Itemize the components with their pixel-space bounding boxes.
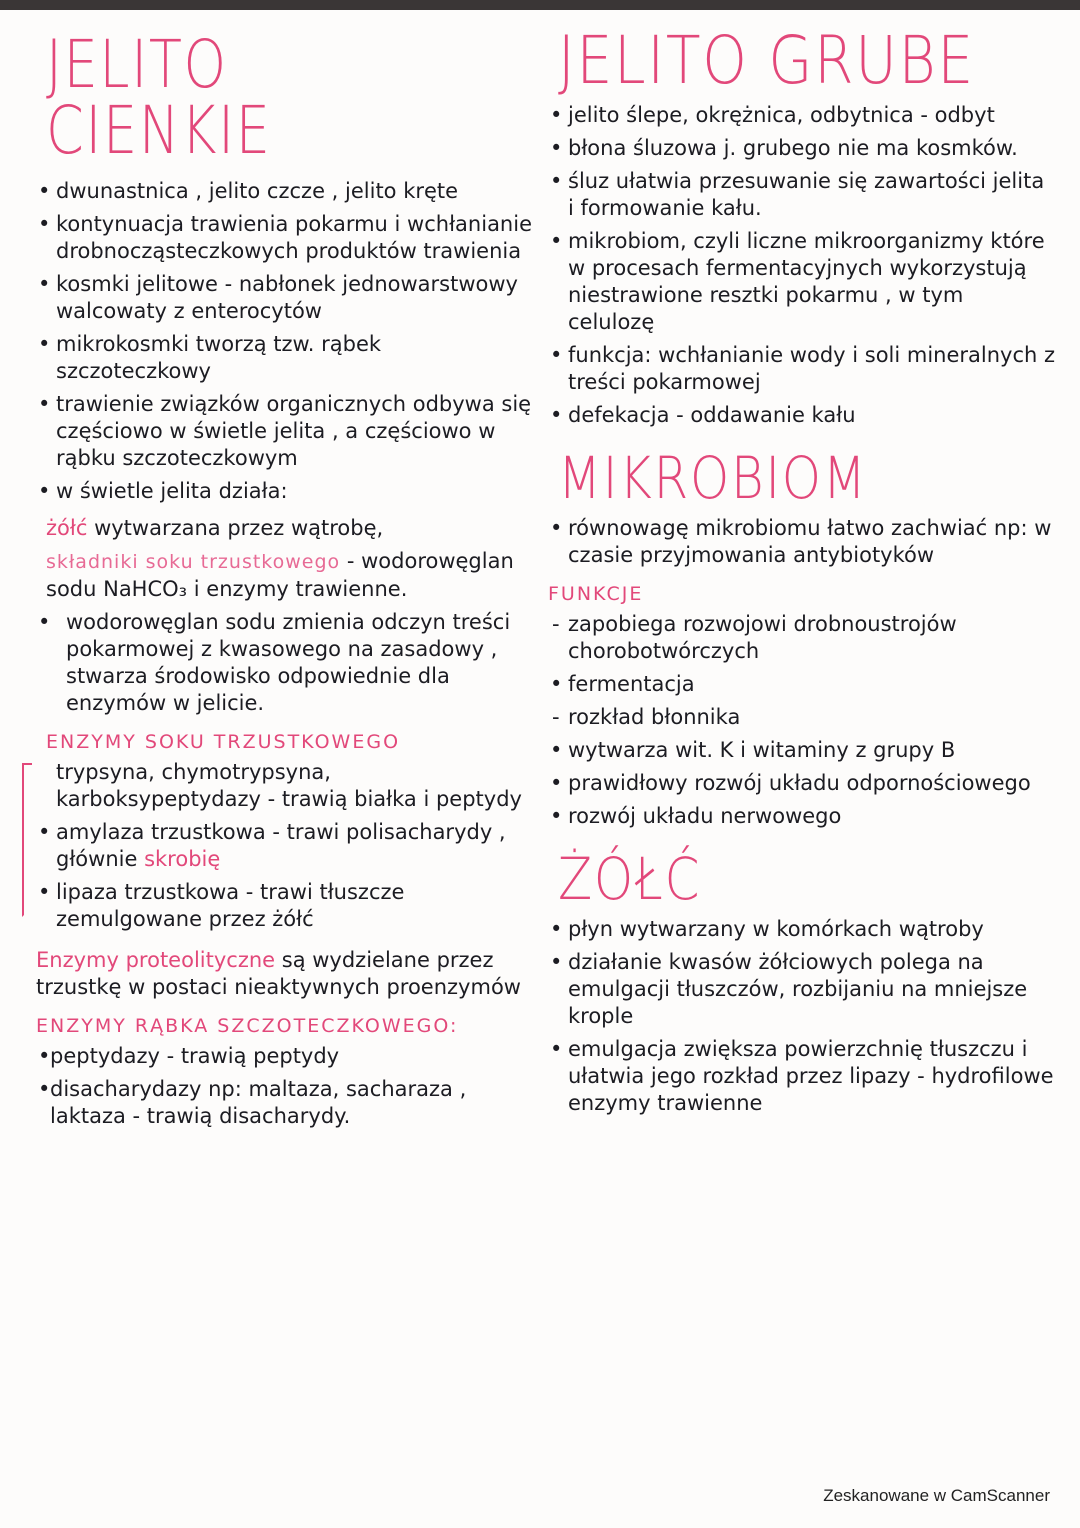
bile-label: żółć xyxy=(46,516,88,540)
bracket-mark xyxy=(22,763,32,917)
amylase-tail: skrobię xyxy=(144,847,221,871)
enzyme-item: trypsyna, chymotrypsyna, karboksypeptydazy - trawią białka i peptydy xyxy=(56,760,522,811)
small-intestine-list xyxy=(36,178,536,505)
scan-top-edge xyxy=(0,0,1080,10)
pancreatic-enzymes-list xyxy=(36,759,536,933)
pancreatic-label: składniki soku trzustkowego xyxy=(46,551,341,573)
pancreatic-text: - wodorowęglan sodu NaHCO₃ i enzymy trawienne. xyxy=(46,549,514,601)
functions-heading: FUNKCJE xyxy=(548,583,644,605)
note-item: • mikrokosmki tworzą tzw. rąbek szczoteczkowy xyxy=(36,331,536,385)
left-column xyxy=(36,28,536,1136)
note-item: • trawienie związków organicznych odbywa się częściowo w świetle jelita , a częściowo w rąbku szczoteczkowym xyxy=(36,391,536,472)
bicarbonate-list xyxy=(36,609,536,717)
note-item: • śluz ułatwia przesuwanie się zawartości jelita i formowanie kału. xyxy=(548,168,1056,222)
bile-text: wytwarzana przez wątrobę, xyxy=(94,516,384,540)
note-item: • płyn wytwarzany w komórkach wątroby xyxy=(548,916,1056,943)
note-item: • defekacja - oddawanie kału xyxy=(548,402,1056,429)
microbiome-functions-list xyxy=(548,611,1056,830)
title-jelito-grube: JELITO GRUBE xyxy=(558,22,975,99)
note-item: • kosmki jelitowe - nabłonek jednowarstwowy walcowaty z enterocytów xyxy=(36,271,536,325)
pancreatic-enzymes-block xyxy=(36,759,536,933)
function-item: • fermentacja xyxy=(548,671,1056,698)
proteolytic-head: Enzymy proteolityczne xyxy=(36,948,276,972)
microbiome-intro-list xyxy=(548,515,1056,569)
title-zolc: ŻÓŁĆ xyxy=(558,845,702,913)
proteolytic-note xyxy=(36,947,536,1001)
proteolytic-tail: są wydzielane przez trzustkę w postaci nieaktywnych proenzymów xyxy=(36,948,521,999)
note-item: • wodorowęglan sodu zmienia odczyn treści pokarmowej z kwasowego na zasadowy , stwarza środowisko odpowiednie dla enzymów w jelicie. xyxy=(36,609,536,717)
function-item: • prawidłowy rozwój układu odpornościowego xyxy=(548,770,1056,797)
function-item: • wytwarza wit. K i witaminy z grupy B xyxy=(548,737,1056,764)
note-item: • dwunastnica , jelito czcze , jelito kręte xyxy=(36,178,536,205)
function-item: - rozkład błonnika xyxy=(548,704,1056,731)
title-jelito-cienkie: JELITO CIENKIE xyxy=(46,26,272,169)
note-item: • funkcja: wchłanianie wody i soli mineralnych z treści pokarmowej xyxy=(548,342,1056,396)
bile-list xyxy=(548,916,1056,1117)
brush-item: • peptydazy - trawią peptydy xyxy=(36,1043,536,1070)
note-item: • mikrobiom, czyli liczne mikroorganizmy które w procesach fermentacyjnych wykorzystują niestrawione resztki pokarmu , w tym celulozę xyxy=(548,228,1056,336)
enzyme-text: amylaza trzustkowa - trawi polisacharydy , głównie xyxy=(56,820,506,871)
function-item: • rozwój układu nerwowego xyxy=(548,803,1056,830)
bile-line xyxy=(36,515,536,542)
brush-border-heading: ENZYMY RĄBKA SZCZOTECZKOWEGO: xyxy=(36,1015,459,1037)
note-item: • błona śluzowa j. grubego nie ma kosmków. xyxy=(548,135,1056,162)
note-item: • emulgacja zwiększa powierzchnię tłuszczu i ułatwia jego rozkład przez lipazy - hydrofilowe enzymy trawienne xyxy=(548,1036,1056,1117)
right-column xyxy=(548,22,1056,1123)
note-item: • kontynuacja trawienia pokarmu i wchłanianie drobnocząsteczkowych produktów trawienia xyxy=(36,211,536,265)
note-item: • w świetle jelita działa: xyxy=(36,478,536,505)
title-mikrobiom: MIKROBIOM xyxy=(558,444,868,512)
note-item: • jelito ślepe, okrężnica, odbytnica - odbyt xyxy=(548,102,1056,129)
large-intestine-list xyxy=(548,102,1056,429)
note-item: • równowagę mikrobiomu łatwo zachwiać np: w czasie przyjmowania antybiotyków xyxy=(548,515,1056,569)
note-item: • działanie kwasów żółciowych polega na emulgacji tłuszczów, rozbijaniu na mniejsze krople xyxy=(548,949,1056,1030)
brush-border-list xyxy=(36,1043,536,1130)
pancreatic-line xyxy=(36,548,536,603)
scanner-watermark: Zeskanowane w CamScanner xyxy=(823,1486,1050,1505)
enzyme-item xyxy=(36,819,536,873)
brush-item: • disacharydazy np: maltaza, sacharaza , laktaza - trawią disacharydy. xyxy=(36,1076,536,1130)
enzyme-item: • lipaza trzustkowa - trawi tłuszcze zemulgowane przez żółć xyxy=(36,879,536,933)
function-item: - zapobiega rozwojowi drobnoustrojów chorobotwórczych xyxy=(548,611,1056,665)
pancreatic-enzymes-heading: ENZYMY SOKU TRZUSTKOWEGO xyxy=(46,731,401,753)
